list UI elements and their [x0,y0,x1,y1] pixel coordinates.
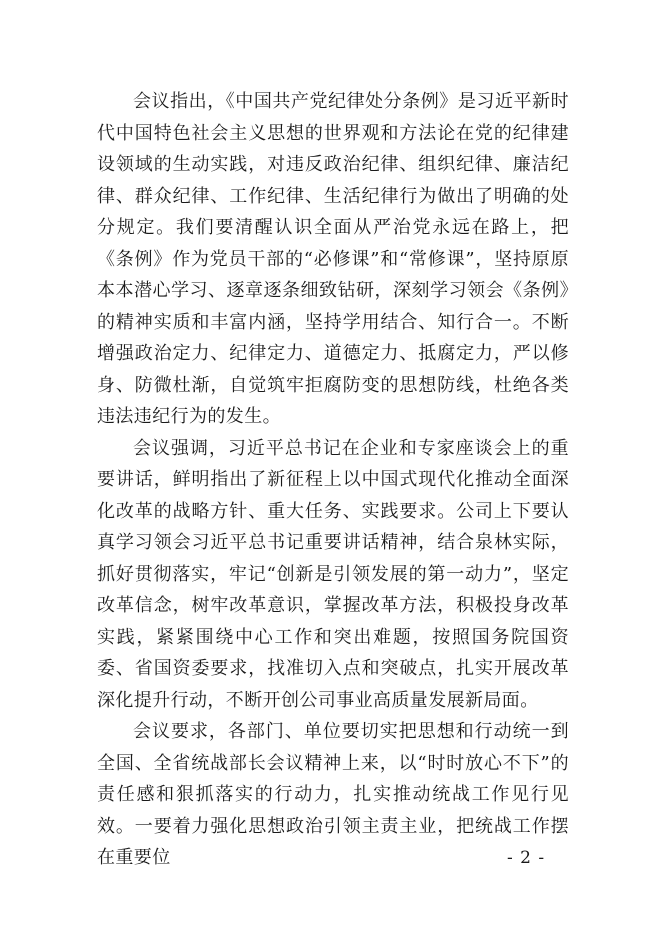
paragraph-1: 会议指出，《中国共产党纪律处分条例》是习近平新时代中国特色社会主义思想的世界观和方法论在党的纪律建设领域的生动实践，对违反政治纪律、组织纪律、廉洁纪律、群众纪律、工作纪律、生活纪律行为做出了明确的处分规定。我们要清醒认识全面从严治党永远在路上，把《条例》作为党员干部的“必修课”和“常修课”，坚持原原本本潜心学习、逐章逐条细致钻研，深刻学习领会《条例》的精神实质和丰富内涵，坚持学用结合、知行合一。不断增强政治定力、纪律定力、道德定力、抵腐定力，严以修身、防微杜渐，自觉筑牢拒腐防变的思想防线，杜绝各类违法违纪行为的发生。 [97,91,569,427]
paragraph-3: 会议要求，各部门、单位要切实把思想和行动统一到全国、全省统战部长会议精神上来，以“时时放心不下”的责任感和狠抓落实的行动力，扎实推动统战工作见行见效。一要着力强化思想政治引领主责主业，把统战工作摆在重要位 [97,721,569,868]
document-body [97,86,569,874]
paragraph-2: 会议强调，习近平总书记在企业和专家座谈会上的重要讲话，鲜明指出了新征程上以中国式现代化推动全面深化改革的战略方针、重大任务、实践要求。公司上下要认真学习领会习近平总书记重要讲话精神，结合泉林实际，抓好贯彻落实，牢记“创新是引领发展的第一动力”，坚定改革信念，树牢改革意识，掌握改革方法，积极投身改革实践，紧紧围绕中心工作和突出难题，按照国务院国资委、省国资委要求，找准切入点和突破点，扎实开展改革深化提升行动，不断开创公司事业高质量发展新局面。 [97,437,569,711]
page-number: - 2 - [507,848,546,868]
